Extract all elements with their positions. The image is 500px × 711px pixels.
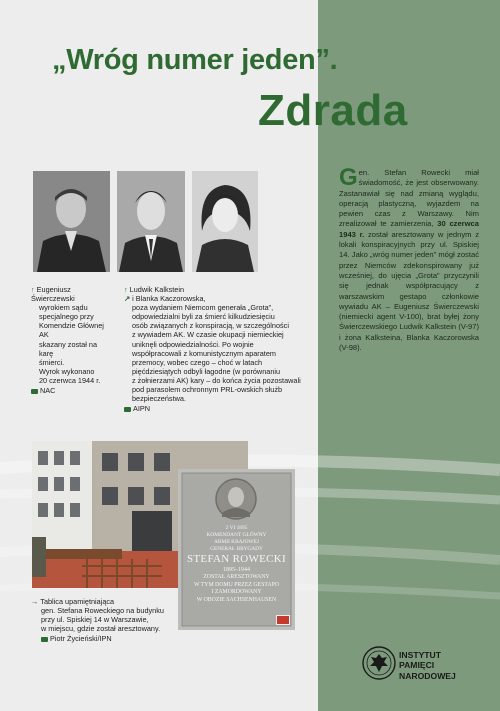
body-text-part: został aresztowany w jednym z lokali konspiracyjnych przy ul. Spiskiej 14. Jako „wróg numer jeden” mógł zostać przez Niemców zdekonspirowany już wcześniej, do ujęcia „Grota” przyczynili się jednak współpracujący z warszawskim gestapo członkowie wywiadu AK – Eugeniusz Świerczewski (niemiecki agent V-100), brat byłej żony Świerczewskiego Ludwik Kalkstein (V-97) i żona Kalksteina, Blanka Kaczorowska (V-98). — [339, 229, 479, 353]
photo-swierczewski — [33, 171, 110, 272]
caption-line: 20 czerwca 1944 r. — [39, 375, 101, 385]
caption-line: osób związanych z konspiracją, w szczególności — [132, 321, 289, 331]
plaque-line: W OBOZIE SACHSENHAUSEN — [196, 596, 277, 603]
arrow-right-icon: → — [31, 597, 39, 606]
plaque-line: ZOSTAŁ ARESZTOWANY — [203, 574, 270, 580]
caption-line: Wyrok wykonano — [39, 366, 95, 376]
caption-line: odpowiedzialni byli za śmierć kilkudziesięciu — [132, 312, 275, 322]
photo-memorial-plaque — [178, 469, 295, 630]
photo-kaczorowska — [192, 171, 258, 272]
plaque-line: W TYM DOMU PRZEZ GESTAPO — [194, 581, 279, 588]
caption-line: i Blanka Kaczorowska, — [132, 294, 206, 304]
caption-line: pięćdziesiątych odbyli łagodne (w porównaniu — [132, 366, 281, 376]
caption-line: specjalnego przy — [39, 312, 94, 322]
caption-line: Eugeniusz Świerczewski — [31, 285, 75, 304]
camera-icon — [31, 389, 38, 394]
plaque-line: I ZAMORDOWANY — [211, 589, 262, 595]
plaque-badge-icon — [276, 615, 290, 625]
photo-credit: NAC — [40, 386, 56, 396]
camera-icon — [124, 407, 131, 412]
caption-line: w miejscu, gdzie został aresztowany. — [41, 624, 161, 634]
caption-line: skazany został na karę — [39, 339, 98, 358]
caption-line: przy ul. Spiskiej 14 w Warszawie, — [41, 615, 149, 625]
caption-line: z żołnierzami AK) kary – do końca życia pozostawali — [132, 375, 301, 385]
caption-line: bezpieczeństwa. — [132, 394, 186, 404]
logo-line: NARODOWEJ — [399, 670, 456, 681]
caption-line: z wywiadem AK. W czasie okupacji niemieckiej — [132, 330, 284, 340]
caption-line: śmierci. — [39, 357, 65, 367]
caption-line: Komendzie Głównej AK — [39, 321, 104, 340]
logo-line: INSTYTUT — [399, 650, 442, 660]
main-body-text — [339, 164, 479, 353]
arrow-up-icon: ↑ — [31, 285, 35, 294]
caption-line: Ludwik Kalkstein — [129, 285, 185, 294]
ipn-logo — [362, 646, 492, 686]
plaque-line: 2 VI 1895 — [225, 525, 248, 531]
arrow-up-icon: ↑ — [124, 285, 128, 294]
arrow-up-right-icon: ↗ — [124, 294, 131, 304]
plaque-line: STEFAN ROWECKI — [186, 553, 287, 565]
plaque-inscription — [182, 525, 291, 604]
logo-line: PAMIĘCI — [399, 660, 435, 671]
ipn-logo-text — [399, 650, 456, 681]
photo-credit: Piotr Życieński/IPN — [50, 634, 112, 644]
caption-line: wyrokiem sądu — [39, 303, 88, 313]
drop-cap: G — [339, 164, 358, 191]
page-title-line1: „Wróg numer jeden”. — [52, 44, 338, 76]
caption-line: przemocy, wobec czego – choć w latach — [132, 357, 263, 367]
caption-kalkstein — [124, 285, 314, 413]
eagle-emblem-icon — [362, 646, 396, 680]
caption-line: Tablica upamiętniająca — [40, 597, 115, 606]
caption-line: gen. Stefana Roweckiego na budynku — [41, 606, 164, 616]
caption-line: współpracowali z komunistycznym aparatem — [132, 348, 276, 358]
body-text-date: 30 czerwca 1943 r. — [339, 219, 479, 239]
page-title-line2: Zdrada — [258, 86, 408, 135]
body-text-part: en. Stefan Rowecki miał świadomość, że jest obserwowany. Zastanawiał się nad zmianą wyglądu, operacją plastyczną, wyjazdem na pewien czas z Warszawy. Nim zrealizował te zamierzenia, — [339, 168, 479, 229]
photo-kalkstein — [117, 171, 185, 272]
camera-icon — [41, 637, 48, 642]
plaque-line: KOMENDANT GŁÓWNY — [206, 532, 267, 538]
caption-swierczewski — [31, 285, 111, 395]
plaque-line: ARMII KRAJOWEJ — [213, 539, 260, 545]
photo-credit: AIPN — [133, 404, 151, 414]
caption-line: poza wydaniem Niemcom generała „Grota”, — [132, 303, 274, 313]
plaque-line: GENERAŁ BRYGADY — [210, 546, 263, 552]
caption-line: pod parasolem ochronnym PRL-owskich służb — [132, 385, 283, 395]
plaque-line: 1895–1944 — [223, 567, 250, 573]
caption-line: uniknęli odpowiedzialności. Po wojnie — [132, 339, 254, 349]
caption-plaque — [31, 597, 181, 643]
